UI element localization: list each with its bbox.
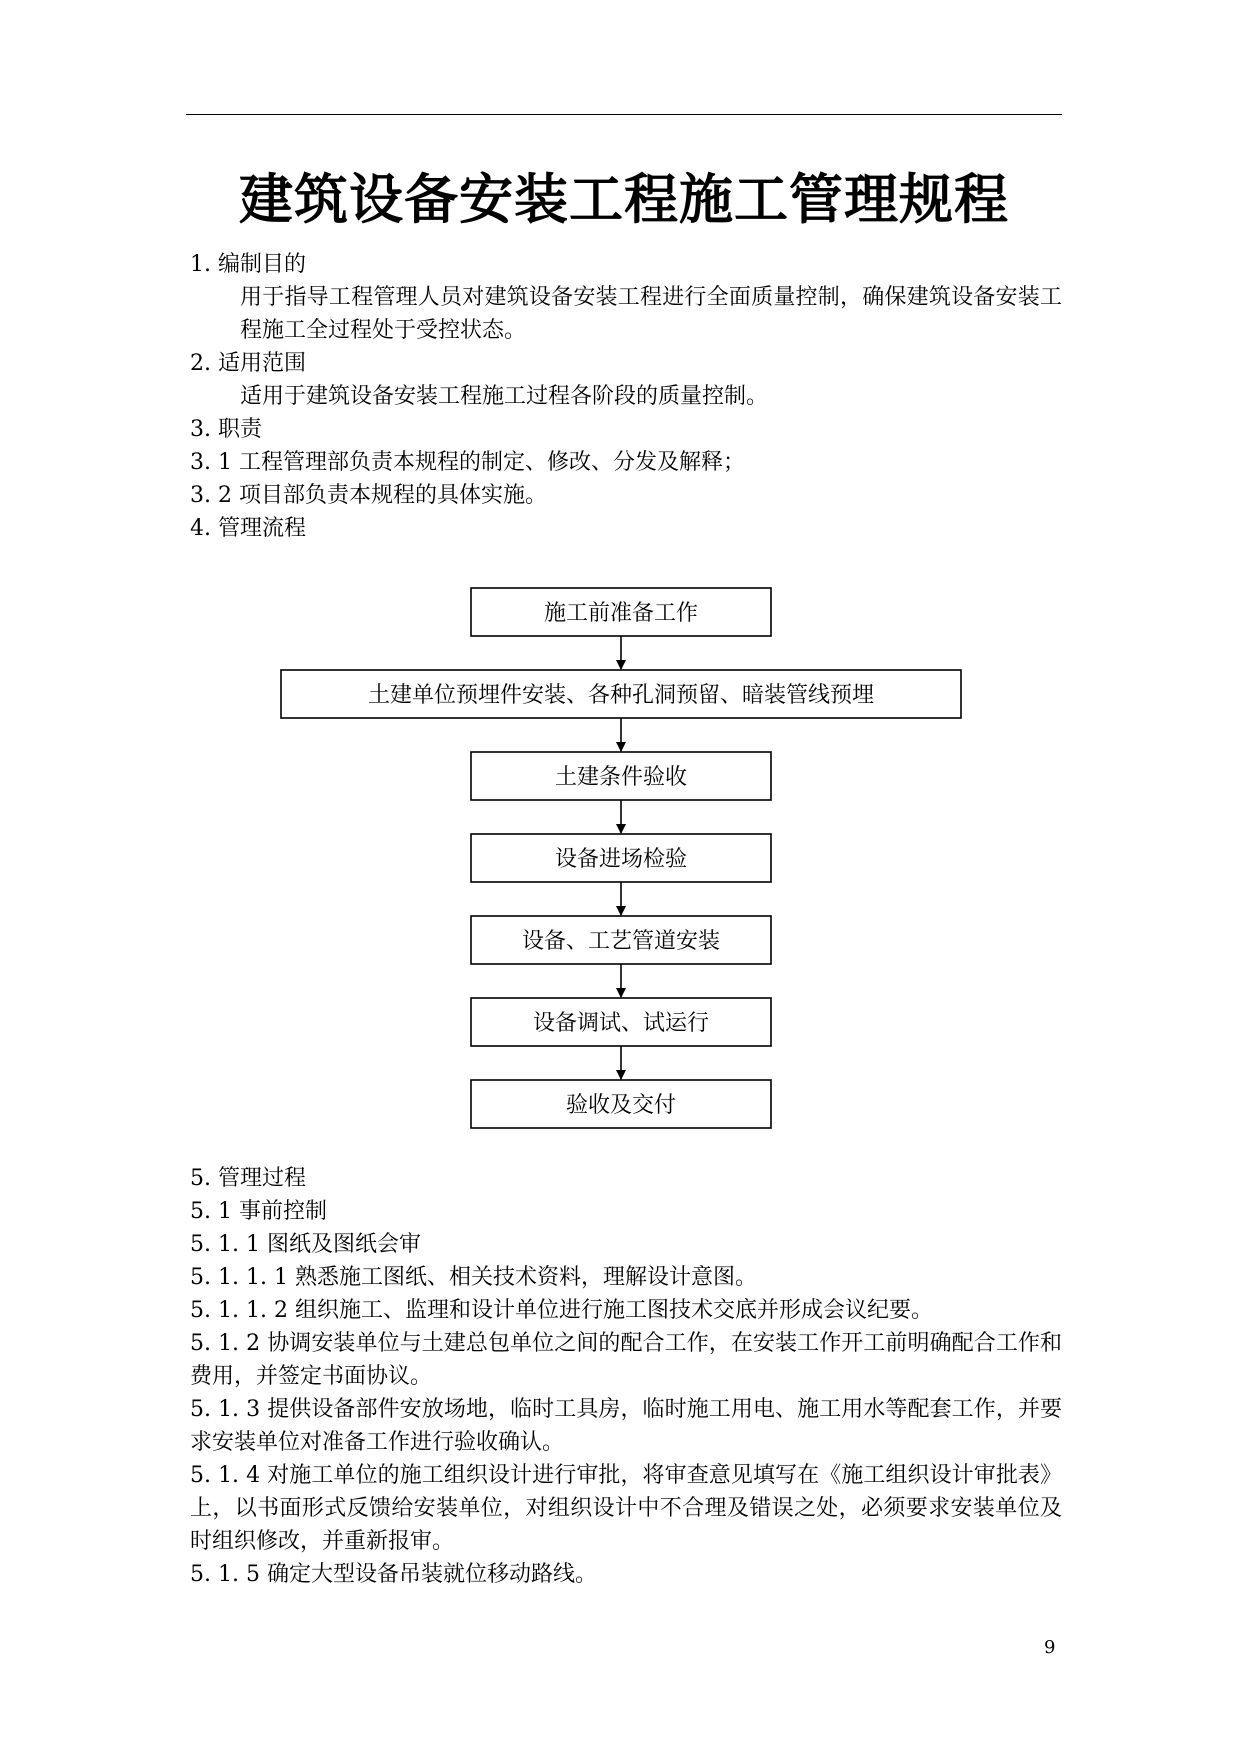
process-sections: [190, 1162, 1062, 1591]
sections_bottom-paragraph: 5. 1 事前控制: [190, 1199, 327, 1224]
sections_top-paragraph: 1. 编制目的: [190, 252, 306, 277]
sections_bottom-paragraph: 5. 1. 1 图纸及图纸会审: [190, 1232, 421, 1257]
sections_bottom-paragraph: 5. 1. 1. 1 熟悉施工图纸、相关技术资料，理解设计意图。: [190, 1265, 757, 1290]
sections_bottom-paragraph: 5. 1. 5 确定大型设备吊装就位移动路线。: [190, 1562, 597, 1587]
sections_top-paragraph: 3. 2 项目部负责本规程的具体实施。: [190, 483, 547, 508]
sections_bottom-paragraph: 5. 1. 4 对施工单位的施工组织设计进行审批，将审查意见填写在《施工组织设计审批表》上，以书面形式反馈给安装单位，对组织设计中不合理及错误之处，必须要求安装单位及时组织修改，并重新报审。: [190, 1463, 1062, 1554]
flowchart-step-label: 设备调试、试运行: [532, 1011, 710, 1036]
sections_bottom-paragraph: 5. 管理过程: [190, 1166, 306, 1191]
flowchart-step-label: 设备进场检验: [554, 847, 688, 872]
flowchart-step-label: 设备、工艺管道安装: [521, 929, 721, 954]
sections_bottom-paragraph: 5. 1. 1. 2 组织施工、监理和设计单位进行施工图技术交底并形成会议纪要。: [190, 1298, 933, 1323]
sections_bottom-paragraph: 5. 1. 3 提供设备部件安放场地，临时工具房，临时施工用电、施工用水等配套工作，并要求安装单位对准备工作进行验收确认。: [190, 1397, 1062, 1455]
sections_top-paragraph: 用于指导工程管理人员对建筑设备安装工程进行全面质量控制，确保建筑设备安装工程施工全过程处于受控状态。: [240, 285, 1062, 343]
flowchart-step-label: 土建条件验收: [554, 765, 688, 790]
sections_top-paragraph: 4. 管理流程: [190, 516, 306, 541]
page-number: 9: [1044, 1637, 1056, 1658]
document-title: 建筑设备安装工程施工管理规程: [239, 168, 1009, 231]
sections_top-paragraph: 2. 适用范围: [190, 351, 306, 376]
sections_top-paragraph: 3. 1 工程管理部负责本规程的制定、修改、分发及解释；: [190, 450, 745, 475]
sections_bottom-paragraph: 5. 1. 2 协调安装单位与土建总包单位之间的配合工作，在安装工作开工前明确配合工作和费用，并签定书面协议。: [190, 1331, 1062, 1389]
flowchart-step-label: 施工前准备工作: [543, 601, 699, 626]
flowchart-step-label: 验收及交付: [565, 1093, 677, 1118]
sections_top-paragraph: 3. 职责: [190, 417, 262, 442]
flowchart-step-label: 土建单位预埋件安装、各种孔洞预留、暗装管线预埋: [367, 683, 875, 708]
sections_top-paragraph: 适用于建筑设备安装工程施工过程各阶段的质量控制。: [240, 384, 769, 409]
